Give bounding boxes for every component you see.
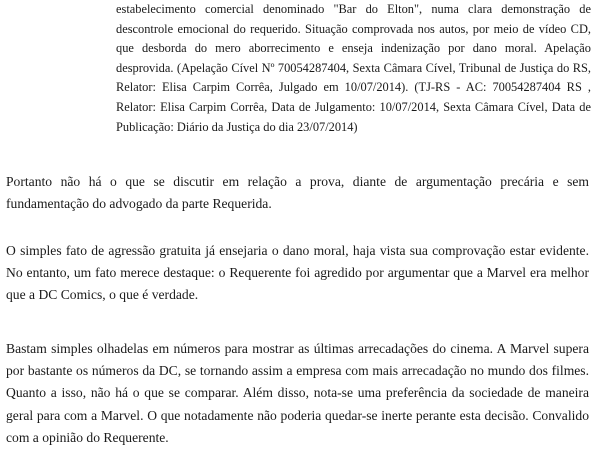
paragraph-box-office: Bastam simples olhadelas em números para mostrar as últimas arrecadações do cinema. A Marvel supera por bastante os números da DC, se tornando assim a empresa com mais arrecadação no mundo dos filmes. Quanto a isso, não há o que se comparar. Além disso, nota-se uma preferência da sociedade de maneira geral para com a Marvel. O que notadamente não poderia quedar-se inerte perante esta decisão. Convalido com a opinião do Requerente. xyxy=(6,341,589,445)
paragraph-evidence: Portanto não há o que se discutir em relação a prova, diante de argumentação precária e sem fundamentação do advogado da parte Requerida. xyxy=(6,174,589,212)
block-quote-jurisprudence: estabelecimento comercial denominado "Bar do Elton", numa clara demonstração de descontrole emocional do requerido. Situação comprovada nos autos, por meio de vídeo CD, que desborda do mero aborrecimento e enseja indenização por dano moral. Apelação desprovida. (Apelação Cível Nº 70054287404, Sexta Câmara Cível, Tribunal de Justiça do RS, Relator: Elisa Carpim Corrêa, Julgado em 10/07/2014). (TJ-RS - AC: 70054287404 RS , Relator: Elisa Carpim Corrêa, Data de Julgamento: 10/07/2014, Sexta Câmara Cível, Data de Publicação: Diário da Justiça do dia 23/07/2014) xyxy=(116,2,591,134)
paragraph-moral-damage: O simples fato de agressão gratuita já ensejaria o dano moral, haja vista sua comprovação estar evidente. No entanto, um fato merece destaque: o Requerente foi agredido por argumentar que a Marvel era melhor que a DC Comics, o que é verdade. xyxy=(6,243,589,303)
